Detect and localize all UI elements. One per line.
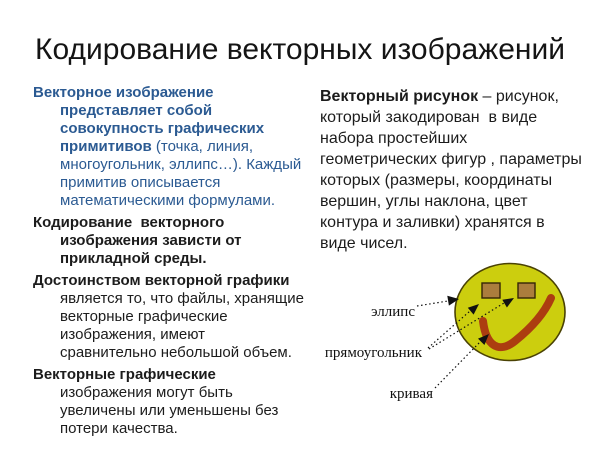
smiley-diagram (300, 250, 600, 450)
label-ellipse: эллипс (371, 304, 415, 320)
curve-callout-line (435, 342, 480, 388)
left-column (33, 84, 309, 442)
right-eye-rectangle (518, 283, 535, 298)
paragraph-bold-lead: Векторное изображение представляет собой совокупность графических примитивов (33, 84, 269, 155)
label-curve: кривая (389, 386, 433, 402)
definition-paragraph (320, 86, 587, 254)
bullet-paragraph-scaling (33, 366, 305, 438)
paragraph-regular-text: изображения могут быть увеличены или уменьшены без потери качества. (60, 366, 283, 437)
left-eye-rectangle (482, 283, 500, 298)
paragraph-regular-text: (точка, линия, многоугольник, эллипс…). Каждый примитив описывается математическими формулами. (60, 138, 306, 209)
slide-title: Кодирование векторных изображений (35, 33, 565, 66)
bullet-paragraph-vector-image (33, 84, 305, 210)
bullet-paragraph-advantage (33, 272, 309, 362)
paragraph-bold-lead: Достоинством векторной графики (33, 272, 290, 289)
definition-text: – рисунок, который закодирован в виде набора простейших геометрических фигур , параметры которых (размеры, координаты вершин, углы наклона, цвет контура и заливки) хранятся в виде чисел. (320, 88, 587, 252)
definition-term: Векторный рисунок (320, 88, 479, 105)
bullet-paragraph-coding-depends (33, 214, 305, 268)
right-column (320, 86, 587, 254)
paragraph-bold-lead: Векторные графические (33, 366, 216, 383)
paragraph-regular-text: является то, что файлы, хранящие векторные графические изображения, имеют сравнительно небольшой объем. (60, 272, 309, 361)
vector-smiley-figure (300, 250, 600, 450)
paragraph-bold-lead: Кодирование векторного изображения зависти от прикладной среды. (33, 214, 246, 267)
ellipse-callout-line (417, 301, 448, 306)
label-rectangle: прямоугольник (324, 345, 422, 361)
